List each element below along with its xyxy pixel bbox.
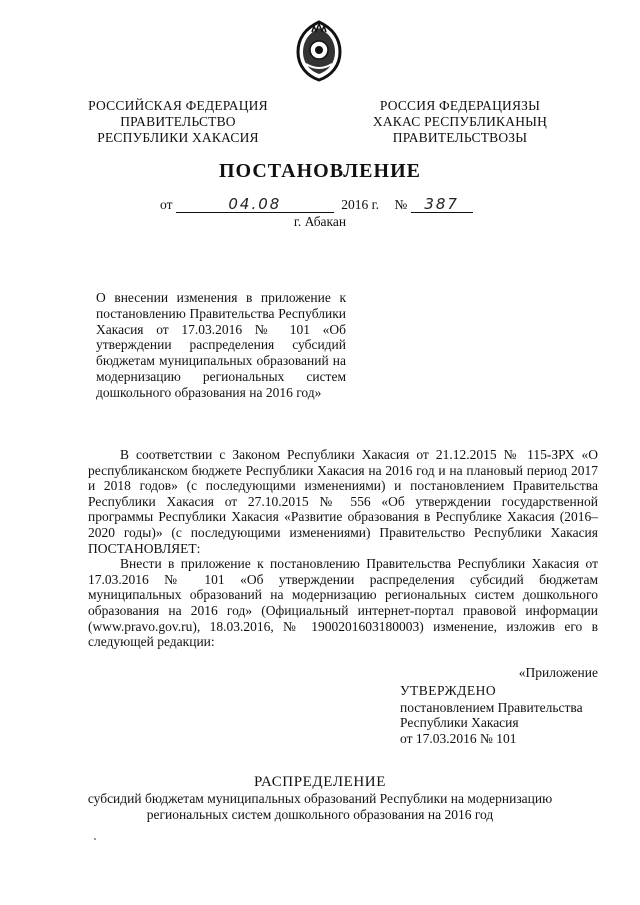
date-handwritten: 04.08 xyxy=(176,196,334,213)
date-year: 2016 г. xyxy=(341,197,379,212)
header-right xyxy=(370,98,550,146)
city-label: г. Абакан xyxy=(293,214,347,229)
distribution-block xyxy=(60,774,580,823)
header-right-line: ПРАВИТЕЛЬСТВОЗЫ xyxy=(392,130,528,145)
body-paragraph: Внести в приложение к постановлению Правительства Республики Хакасия от 17.03.2016 № 101 «Об утверждении распределения субсидий бюджетам муниципальных образований на модернизацию региональных систем дошкольного образования на 2016 год» (Официальный интернет-портал правовой информации (www.pravo.gov.ru), 18.03.2016, № 1900201603180003) изменение, изложив его в следующей редакции: xyxy=(88,556,598,650)
distribution-line: субсидий бюджетам муниципальных образований Республики на модернизацию xyxy=(87,791,553,806)
header-left xyxy=(88,98,268,146)
appendix-label: «Приложение xyxy=(518,665,598,680)
number-label: № xyxy=(394,197,408,212)
body-text xyxy=(88,447,598,650)
header-right-line: ХАКАС РЕСПУБЛИКАНЫҢ xyxy=(372,114,548,129)
approved-heading: УТВЕРЖДЕНО xyxy=(400,683,497,698)
distribution-heading: РАСПРЕДЕЛЕНИЕ xyxy=(253,774,386,790)
dateline xyxy=(160,196,473,213)
subject-text: О внесении изменения в приложение к постановлению Правительства Республики Хакасия от 17.03.2016 № 101 «Об утверждении распределения субсидий бюджетам муниципальных образований на модернизацию региональных систем дошкольного образования на 2016 год» xyxy=(96,290,346,400)
approved-line: Республики Хакасия xyxy=(400,715,519,731)
republic-emblem xyxy=(292,20,346,82)
scan-speck xyxy=(94,838,96,840)
header-left-line: РЕСПУБЛИКИ ХАКАСИЯ xyxy=(97,130,259,145)
document-title: ПОСТАНОВЛЕНИЕ xyxy=(219,160,421,182)
approved-line: от 17.03.2016 № 101 xyxy=(400,730,517,746)
header-right-line: РОССИЯ ФЕДЕРАЦИЯЗЫ xyxy=(379,98,541,113)
number-handwritten: 387 xyxy=(411,196,473,213)
approved-block xyxy=(400,683,583,746)
date-from-label: от xyxy=(160,197,173,212)
header-left-line: ПРАВИТЕЛЬСТВО xyxy=(120,114,236,129)
distribution-line: региональных систем дошкольного образования на 2016 год xyxy=(146,807,494,822)
subject-block xyxy=(96,290,346,401)
header-left-line: РОССИЙСКАЯ ФЕДЕРАЦИЯ xyxy=(88,98,268,113)
body-paragraph: В соответствии с Законом Республики Хакасия от 21.12.2015 № 115-ЗРХ «О республиканском бюджете Республики Хакасия на 2016 год и на плановый период 2017 и 2018 годов» (с последующими изменениями) и постановлением Правительства Республики Хакасия от 27.10.2015 № 556 «Об утверждении государственной программы Республики Хакасия «Развитие образования в Республике Хакасия (2016–2020 годы)» (с последующими изменениями) Правительство Республики Хакасия ПОСТАНОВЛЯЕТ: xyxy=(88,447,598,556)
approved-line: постановлением Правительства xyxy=(400,699,583,715)
